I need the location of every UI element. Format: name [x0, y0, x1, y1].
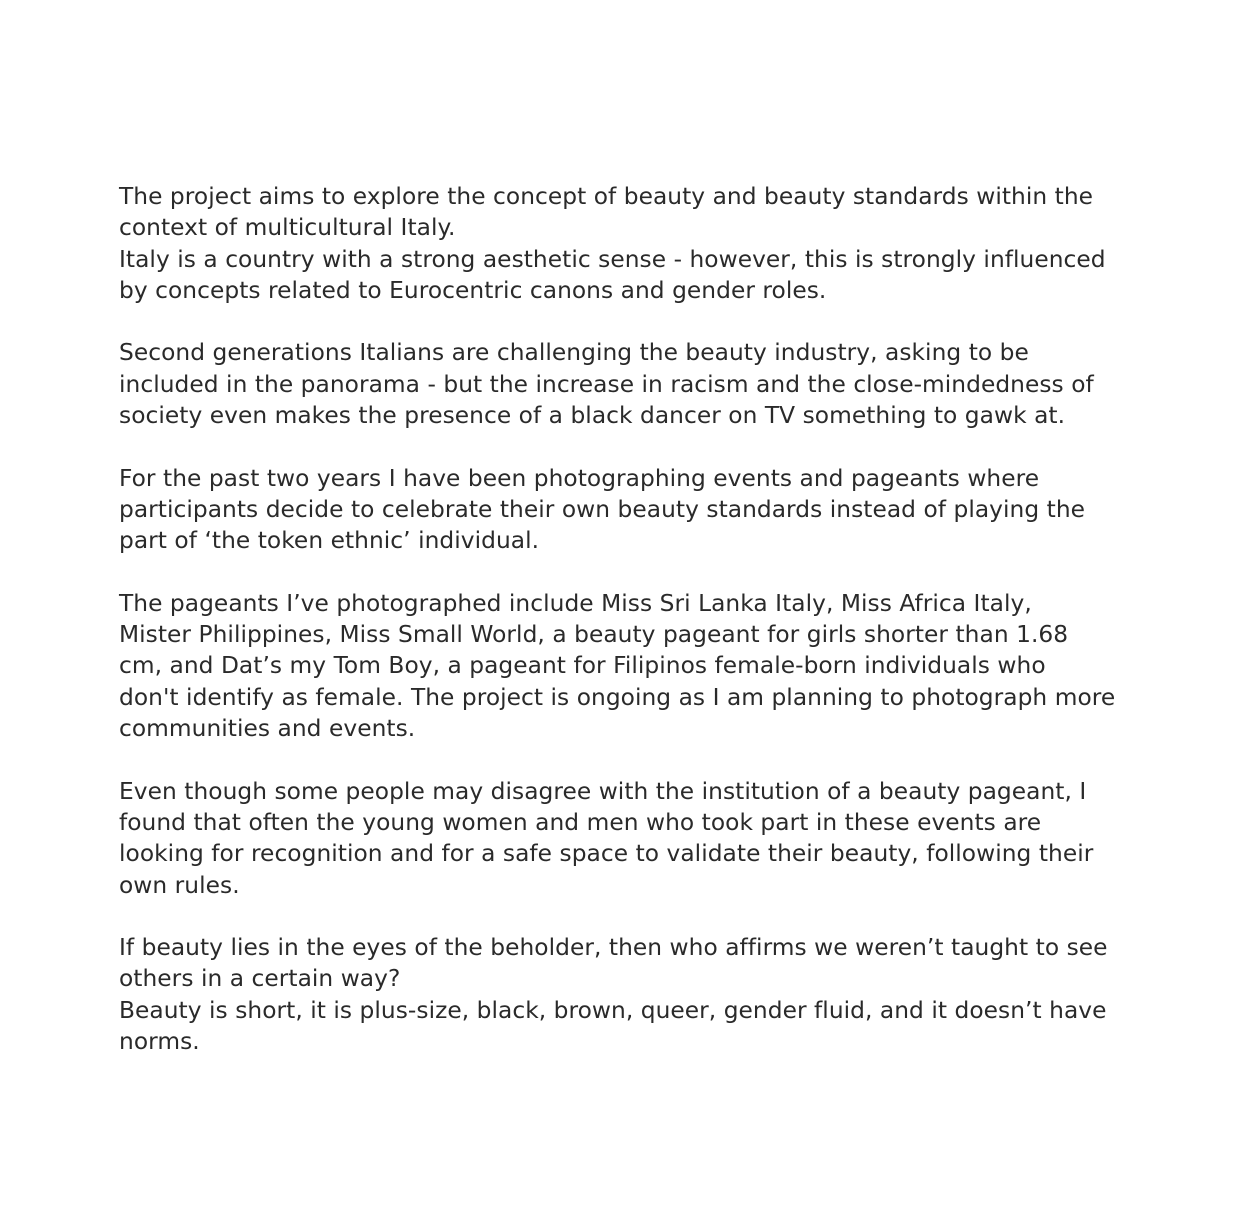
text-line: norms. — [119, 1028, 200, 1056]
paragraph-5 — [119, 776, 1129, 901]
text-line: others in a certain way? — [119, 965, 401, 993]
text-line: Italy is a country with a strong aesthetic sense - however, this is strongly influenced — [119, 245, 1106, 273]
text-line: Even though some people may disagree with the institution of a beauty pageant, I — [119, 777, 1087, 805]
text-line: part of ‘the token ethnic’ individual. — [119, 527, 540, 555]
text-line: The project aims to explore the concept of beauty and beauty standards within the — [119, 183, 1094, 210]
text-line: included in the panorama - but the increase in racism and the close-mindedness of — [119, 370, 1094, 398]
paragraph-4 — [119, 588, 1129, 744]
text-line: by concepts related to Eurocentric canons and gender roles. — [119, 276, 827, 304]
text-line: don't identify as female. The project is ongoing as I am planning to photograph more — [119, 683, 1116, 711]
text-line: looking for recognition and for a safe space to validate their beauty, following their — [119, 840, 1094, 868]
paragraph-6 — [119, 932, 1129, 1057]
text-line: Second generations Italians are challenging the beauty industry, asking to be — [119, 339, 1029, 367]
text-line: Beauty is short, it is plus-size, black, brown, queer, gender fluid, and it doesn’t have — [119, 996, 1107, 1024]
text-line: own rules. — [119, 871, 240, 899]
paragraph-2 — [119, 337, 1129, 431]
document-text — [119, 181, 1129, 1057]
text-line: Mister Philippines, Miss Small World, a beauty pageant for girls shorter than 1.68 — [119, 621, 1069, 649]
paragraph-1 — [119, 181, 1129, 306]
text-line: participants decide to celebrate their own beauty standards instead of playing the — [119, 495, 1086, 523]
paragraph-3 — [119, 463, 1129, 557]
text-line: found that often the young women and men who took part in these events are — [119, 808, 1042, 836]
text-line: communities and events. — [119, 715, 416, 743]
text-line: society even makes the presence of a black dancer on TV something to gawk at. — [119, 402, 1066, 430]
text-line: The pageants I’ve photographed include Miss Sri Lanka Italy, Miss Africa Italy, — [119, 589, 1032, 617]
text-line: If beauty lies in the eyes of the beholder, then who affirms we weren’t taught to see — [119, 934, 1108, 962]
text-line: cm, and Dat’s my Tom Boy, a pageant for Filipinos female-born individuals who — [119, 652, 1046, 680]
text-line: For the past two years I have been photographing events and pageants where — [119, 464, 1040, 492]
text-line: context of multicultural Italy. — [119, 214, 456, 242]
